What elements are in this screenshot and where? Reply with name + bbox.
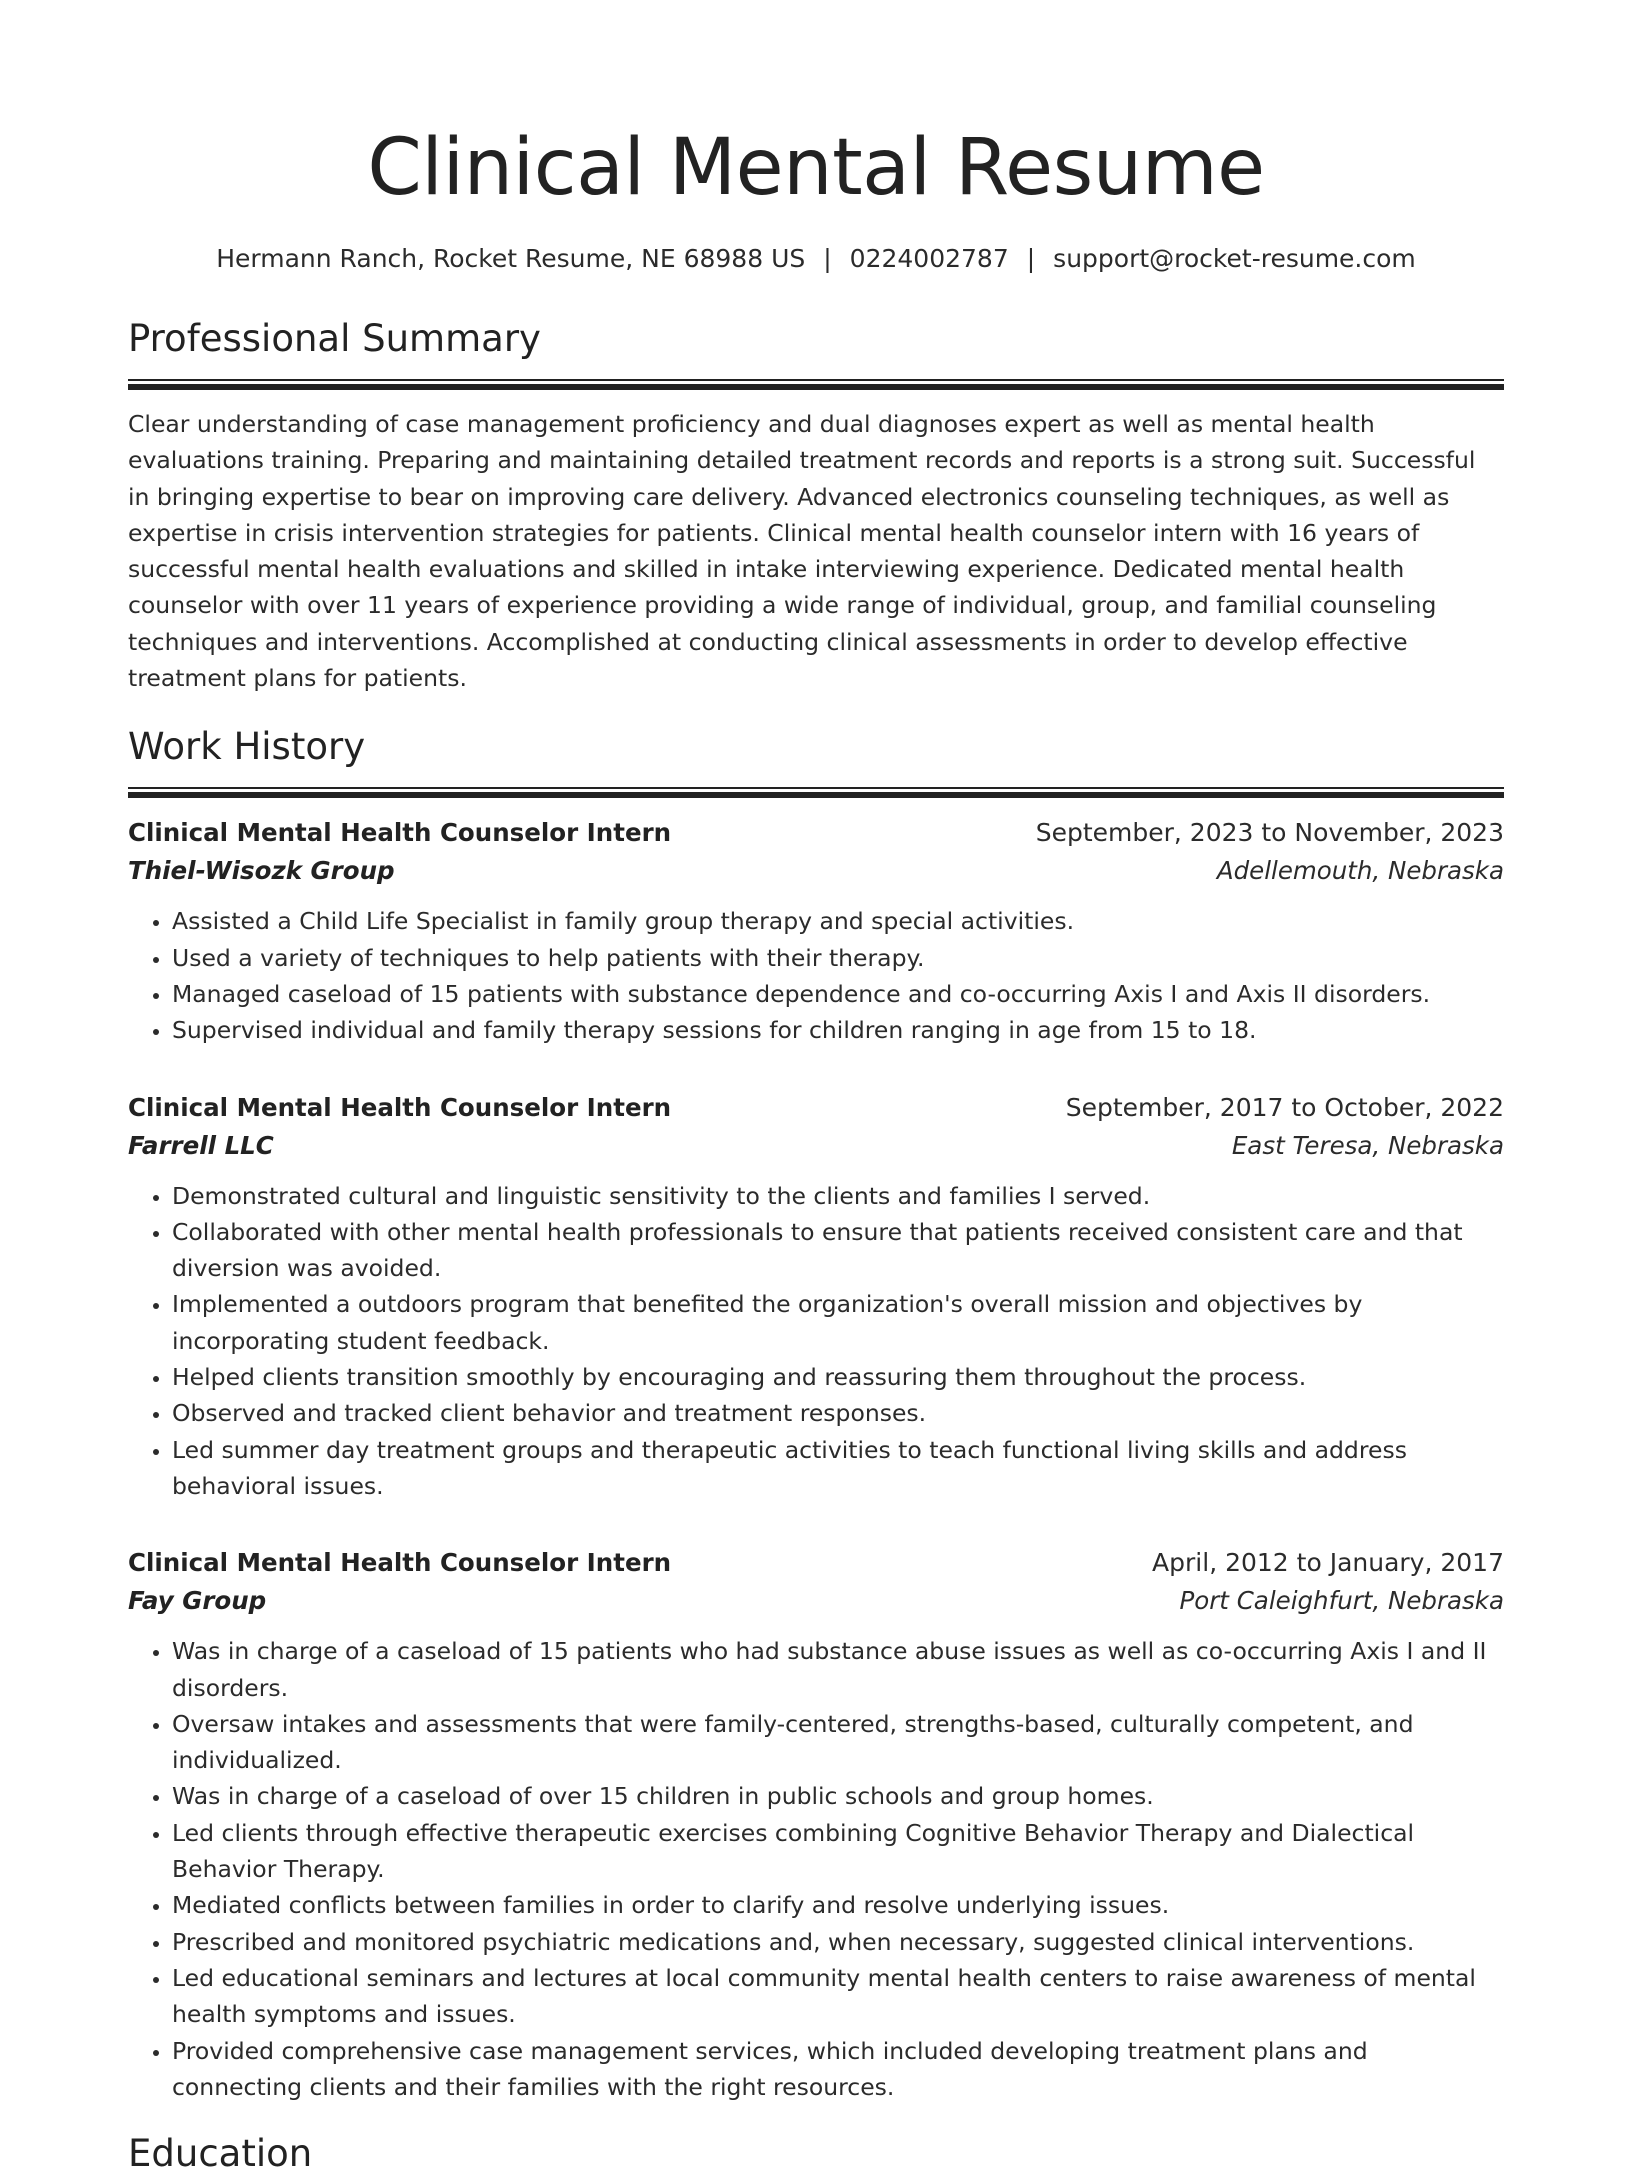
job-bullet: • Led summer day treatment groups and therapeutic activities to teach functional living skills and address behavioral issues. bbox=[172, 1432, 1504, 1505]
job-title: Clinical Mental Health Counselor Intern bbox=[128, 818, 672, 848]
job-bullet: • Assisted a Child Life Specialist in family group therapy and special activities. bbox=[172, 903, 1504, 939]
company-name: Farrell LLC bbox=[128, 1130, 274, 1160]
job-dates: April, 2012 to January, 2017 bbox=[1152, 1548, 1504, 1578]
job-dates: September, 2023 to November, 2023 bbox=[1035, 818, 1504, 848]
job-bullets bbox=[128, 903, 1504, 1048]
contact-separator: | bbox=[823, 244, 832, 273]
summary-section bbox=[128, 316, 1504, 696]
job-bullet: • Was in charge of a caseload of over 15 children in public schools and group homes. bbox=[172, 1778, 1504, 1814]
job-bullet: • Observed and tracked client behavior and treatment responses. bbox=[172, 1395, 1504, 1431]
job-bullets bbox=[128, 1178, 1504, 1505]
job-dates: September, 2017 to October, 2022 bbox=[1065, 1092, 1504, 1122]
job-bullet: • Demonstrated cultural and linguistic sensitivity to the clients and families I served. bbox=[172, 1178, 1504, 1214]
job-bullet: • Led clients through effective therapeutic exercises combining Cognitive Behavior Therapy and Dialectical Behavior Therapy. bbox=[172, 1815, 1504, 1888]
job-title: Clinical Mental Health Counselor Intern bbox=[128, 1092, 672, 1122]
work-history-section bbox=[128, 724, 1504, 2105]
job-bullet: • Oversaw intakes and assessments that were family-centered, strengths-based, culturally competent, and individualized. bbox=[172, 1706, 1504, 1779]
job-bullet: • Supervised individual and family therapy sessions for children ranging in age from 15 to 18. bbox=[172, 1012, 1504, 1048]
job-location: Port Caleighfurt, Nebraska bbox=[1179, 1586, 1504, 1616]
company-name: Thiel-Wisozk Group bbox=[128, 856, 395, 886]
job-bullet: • Led educational seminars and lectures at local community mental health centers to raise awareness of mental health symptoms and issues. bbox=[172, 1960, 1504, 2033]
contact-phone: 0224002787 bbox=[849, 244, 1009, 273]
job-bullet: • Managed caseload of 15 patients with substance dependence and co-occurring Axis I and Axis II disorders. bbox=[172, 976, 1504, 1012]
job-bullet: • Used a variety of techniques to help patients with their therapy. bbox=[172, 940, 1504, 976]
resume-page bbox=[128, 0, 1504, 2177]
contact-separator: | bbox=[1026, 244, 1036, 273]
job-bullet: • Collaborated with other mental health professionals to ensure that patients received consistent care and that diversion was avoided. bbox=[172, 1214, 1504, 1287]
work-history-heading: Work History bbox=[128, 725, 366, 769]
job-location: East Teresa, Nebraska bbox=[1231, 1130, 1504, 1160]
resume-title: Clinical Mental Resume bbox=[367, 123, 1265, 213]
education-heading: Education bbox=[128, 2132, 313, 2176]
job-bullet: • Implemented a outdoors program that benefited the organization's overall mission and objectives by incorporating student feedback. bbox=[172, 1286, 1504, 1359]
job-bullet: • Mediated conflicts between families in order to clarify and resolve underlying issues. bbox=[172, 1887, 1504, 1923]
job-bullet: • Was in charge of a caseload of 15 patients who had substance abuse issues as well as co-occurring Axis I and II disorders. bbox=[172, 1633, 1504, 1706]
summary-text: Clear understanding of case management proficiency and dual diagnoses expert as well as mental health evaluations training. Preparing and maintaining detailed treatment records and reports is a strong suit. Successful in bringing expertise to bear on improving care delivery. Advanced electronics counseling techniques, as well as expertise in crisis intervention strategies for patients. Clinical mental health counselor intern with 16 years of successful mental health evaluations and skilled in intake interviewing experience. Dedicated mental health counselor with over 11 years of experience providing a wide range of individual, group, and familial counseling techniques and interventions. Accomplished at conducting clinical assessments in order to develop effective treatment plans for patients. bbox=[128, 410, 1476, 693]
section-divider bbox=[128, 787, 1504, 798]
job-title: Clinical Mental Health Counselor Intern bbox=[128, 1548, 672, 1578]
summary-heading: Professional Summary bbox=[128, 317, 541, 360]
job-entry bbox=[128, 814, 1504, 1048]
job-bullet: • Helped clients transition smoothly by encouraging and reassuring them throughout the process. bbox=[172, 1359, 1504, 1395]
job-entry bbox=[128, 1544, 1504, 2105]
job-entry bbox=[128, 1089, 1504, 1505]
job-bullet: • Provided comprehensive case management services, which included developing treatment plans and connecting clients and their families with the right resources. bbox=[172, 2033, 1504, 2106]
job-bullets bbox=[128, 1633, 1504, 2105]
job-bullet: • Prescribed and monitored psychiatric medications and, when necessary, suggested clinical interventions. bbox=[172, 1924, 1504, 1960]
company-name: Fay Group bbox=[128, 1586, 267, 1616]
section-divider bbox=[128, 379, 1504, 390]
contact-address: Hermann Ranch, Rocket Resume, NE 68988 US bbox=[216, 244, 806, 273]
job-location: Adellemouth, Nebraska bbox=[1216, 856, 1504, 886]
contact-email: support@rocket-resume.com bbox=[1053, 244, 1416, 273]
contact-line bbox=[128, 242, 1504, 276]
education-section bbox=[128, 2131, 1504, 2177]
